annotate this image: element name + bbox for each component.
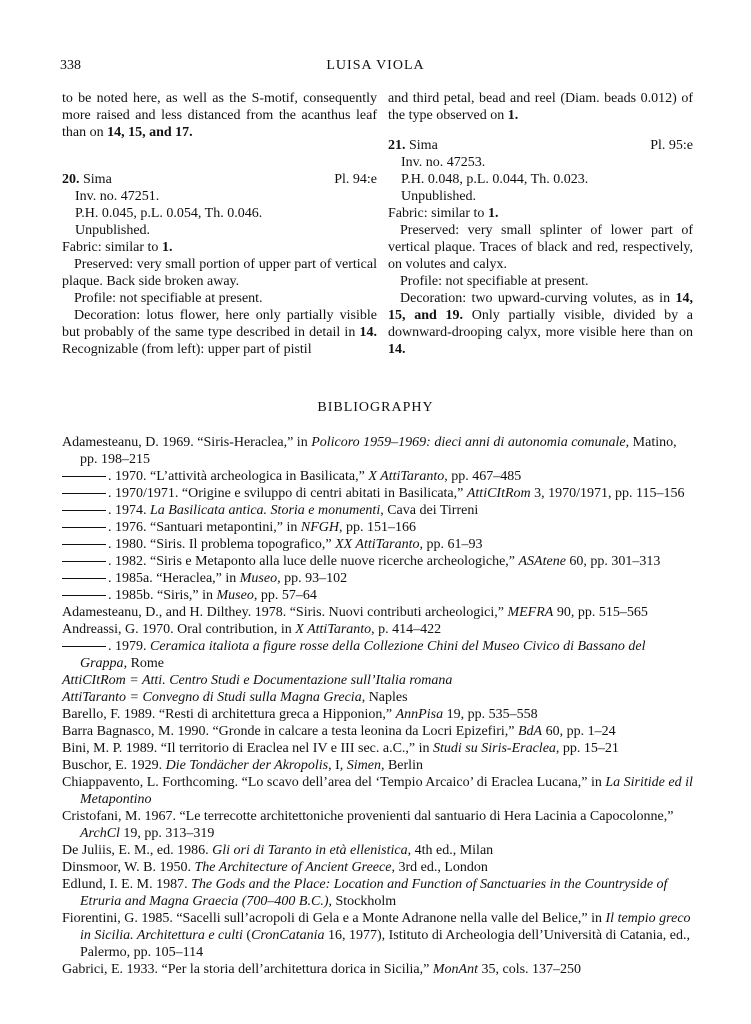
bib-entry: De Juliis, E. M., ed. 1986. Gli ori di Taranto in età ellenistica, 4th ed., Milan bbox=[62, 843, 494, 858]
plate-ref: Pl. 94:e bbox=[334, 172, 377, 187]
decoration: Decoration: two upward-curving volutes, as in 14, 15, and 19. Only partially visible, divided by a downward-drooping calyx, more visible here than on 14. bbox=[388, 291, 694, 357]
plate-ref: Pl. 95:e bbox=[650, 138, 693, 153]
bib-entry: Dinsmoor, W. B. 1950. The Architecture of Ancient Greece, 3rd ed., London bbox=[62, 860, 488, 875]
running-head: LUISA VIOLA bbox=[326, 58, 425, 73]
publication-status: Unpublished. bbox=[401, 189, 477, 204]
inventory-number: Inv. no. 47253. bbox=[401, 155, 486, 170]
bib-entry: . 1976. “Santuari metapontini,” in NFGH, pp. 151–166 bbox=[62, 519, 693, 536]
bib-entry: Barra Bagnasco, M. 1990. “Gronde in calcare a testa leonina da Locri Epizefiri,” BdA 60, pp. 1–24 bbox=[62, 724, 616, 739]
bib-entry: . 1970. “L’attività archeologica in Basilicata,” X AttiTaranto, pp. 467–485 bbox=[62, 468, 693, 485]
bib-entry: Gabrici, E. 1933. “Per la storia dell’architettura dorica in Sicilia,” MonAnt 35, cols. 137–250 bbox=[62, 962, 582, 977]
page-number: 338 bbox=[60, 58, 81, 73]
fabric: Fabric: similar to 1. bbox=[388, 206, 499, 221]
bib-entry: Edlund, I. E. M. 1987. The Gods and the Place: Location and Function of Sanctuaries in the Countryside of Etruria and Magna Graecia (700–400 B.C.), Stockholm bbox=[62, 877, 668, 909]
decoration: Decoration: lotus flower, here only partially visible but probably of the same type described in detail in 14. Recognizable (from left): upper part of pistil bbox=[62, 308, 377, 357]
bib-entry: . 1970/1971. “Origine e sviluppo di centri abitati in Basilicata,” AttiCItRom 3, 1970/1971, pp. 115–156 bbox=[62, 485, 693, 502]
bib-entry: Adamesteanu, D. 1969. “Siris-Heraclea,” in Policoro 1959–1969: dieci anni di autonomia comunale, Matino, pp. 198–215 bbox=[62, 435, 677, 467]
bib-entry: Andreassi, G. 1970. Oral contribution, in X AttiTaranto, p. 414–422 bbox=[62, 622, 442, 637]
bib-entry: AttiTaranto = Convegno di Studi sulla Magna Grecia, Naples bbox=[62, 690, 408, 705]
dimensions: P.H. 0.045, p.L. 0.054, Th. 0.046. bbox=[75, 206, 263, 221]
right-column bbox=[388, 90, 693, 358]
bib-entry: . 1980. “Siris. Il problema topografico,” XX AttiTaranto, pp. 61–93 bbox=[62, 536, 693, 553]
bib-entry: Adamesteanu, D., and H. Dilthey. 1978. “Siris. Nuovi contributi archeologici,” MEFRA 90, pp. 515–565 bbox=[62, 605, 648, 620]
preserved: Preserved: very small splinter of lower part of vertical plaque. Traces of black and red, respectively, on volutes and calyx. bbox=[388, 223, 693, 272]
bib-entry: . 1974. La Basilicata antica. Storia e monumenti, Cava dei Tirreni bbox=[62, 502, 693, 519]
bibliography-list bbox=[62, 434, 693, 978]
left-column bbox=[62, 90, 377, 358]
bib-entry: . 1985a. “Heraclea,” in Museo, pp. 93–102 bbox=[62, 570, 693, 587]
bib-entry: AttiCItRom = Atti. Centro Studi e Documentazione sull’Italia romana bbox=[62, 673, 453, 688]
bib-entry: Fiorentini, G. 1985. “Sacelli sull’acropoli di Gela e a Monte Adranone nella valle del Belice,” in Il tempio greco in Sicilia. Architettura e culti (CronCatania 16, 1977), Istituto di Archeologia dell’Università di Catania, ed., Palermo, pp. 105–114 bbox=[62, 911, 691, 960]
bib-entry: . 1985b. “Siris,” in Museo, pp. 57–64 bbox=[62, 587, 693, 604]
profile: Profile: not specifiable at present. bbox=[74, 291, 263, 306]
profile: Profile: not specifiable at present. bbox=[400, 274, 589, 289]
bib-entry: . 1982. “Siris e Metaponto alla luce delle nuove ricerche archeologiche,” ASAtene 60, pp. 301–313 bbox=[62, 553, 693, 570]
preserved: Preserved: very small portion of upper part of vertical plaque. Back side broken away. bbox=[62, 257, 377, 289]
catalog-entry-21-heading: 21. Sima Pl. 95:e bbox=[388, 138, 693, 153]
bib-entry: Chiappavento, L. Forthcoming. “Lo scavo dell’area del ‘Tempio Arcaico’ di Eraclea Lucana,” in La Siritide ed il Metapontino bbox=[62, 775, 693, 807]
bib-entry: . 1979. Ceramica italiota a figure rosse della Collezione Chini del Museo Civico di Bassano del Grappa, Rome bbox=[62, 638, 693, 672]
catalog-entry-20-heading: 20. Sima Pl. 94:e bbox=[62, 172, 377, 187]
dimensions: P.H. 0.048, p.L. 0.044, Th. 0.023. bbox=[401, 172, 589, 187]
bibliography-title: BIBLIOGRAPHY bbox=[317, 400, 434, 415]
bib-entry: Bini, M. P. 1989. “Il territorio di Eraclea nel IV e III sec. a.C.,” in Studi su Siris-Eraclea, pp. 15–21 bbox=[62, 741, 619, 756]
inventory-number: Inv. no. 47251. bbox=[75, 189, 160, 204]
bib-entry: Barello, F. 1989. “Resti di architettura greca a Hipponion,” AnnPisa 19, pp. 535–558 bbox=[62, 707, 538, 722]
bib-entry: Buschor, E. 1929. Die Tondächer der Akropolis, I, Simen, Berlin bbox=[62, 758, 423, 773]
fabric: Fabric: similar to 1. bbox=[62, 240, 173, 255]
publication-status: Unpublished. bbox=[75, 223, 151, 238]
continuation-text: to be noted here, as well as the S-motif, consequently more raised and less distanced from the acanthus leaf than on 14, 15, and 17. bbox=[62, 91, 377, 140]
continuation-text: and third petal, bead and reel (Diam. beads 0.012) of the type observed on 1. bbox=[388, 91, 693, 123]
bib-entry: Cristofani, M. 1967. “Le terrecotte architettoniche provenienti dal santuario di Hera Lacinia a Capocolonne,” ArchCl 19, pp. 313–319 bbox=[62, 809, 674, 841]
